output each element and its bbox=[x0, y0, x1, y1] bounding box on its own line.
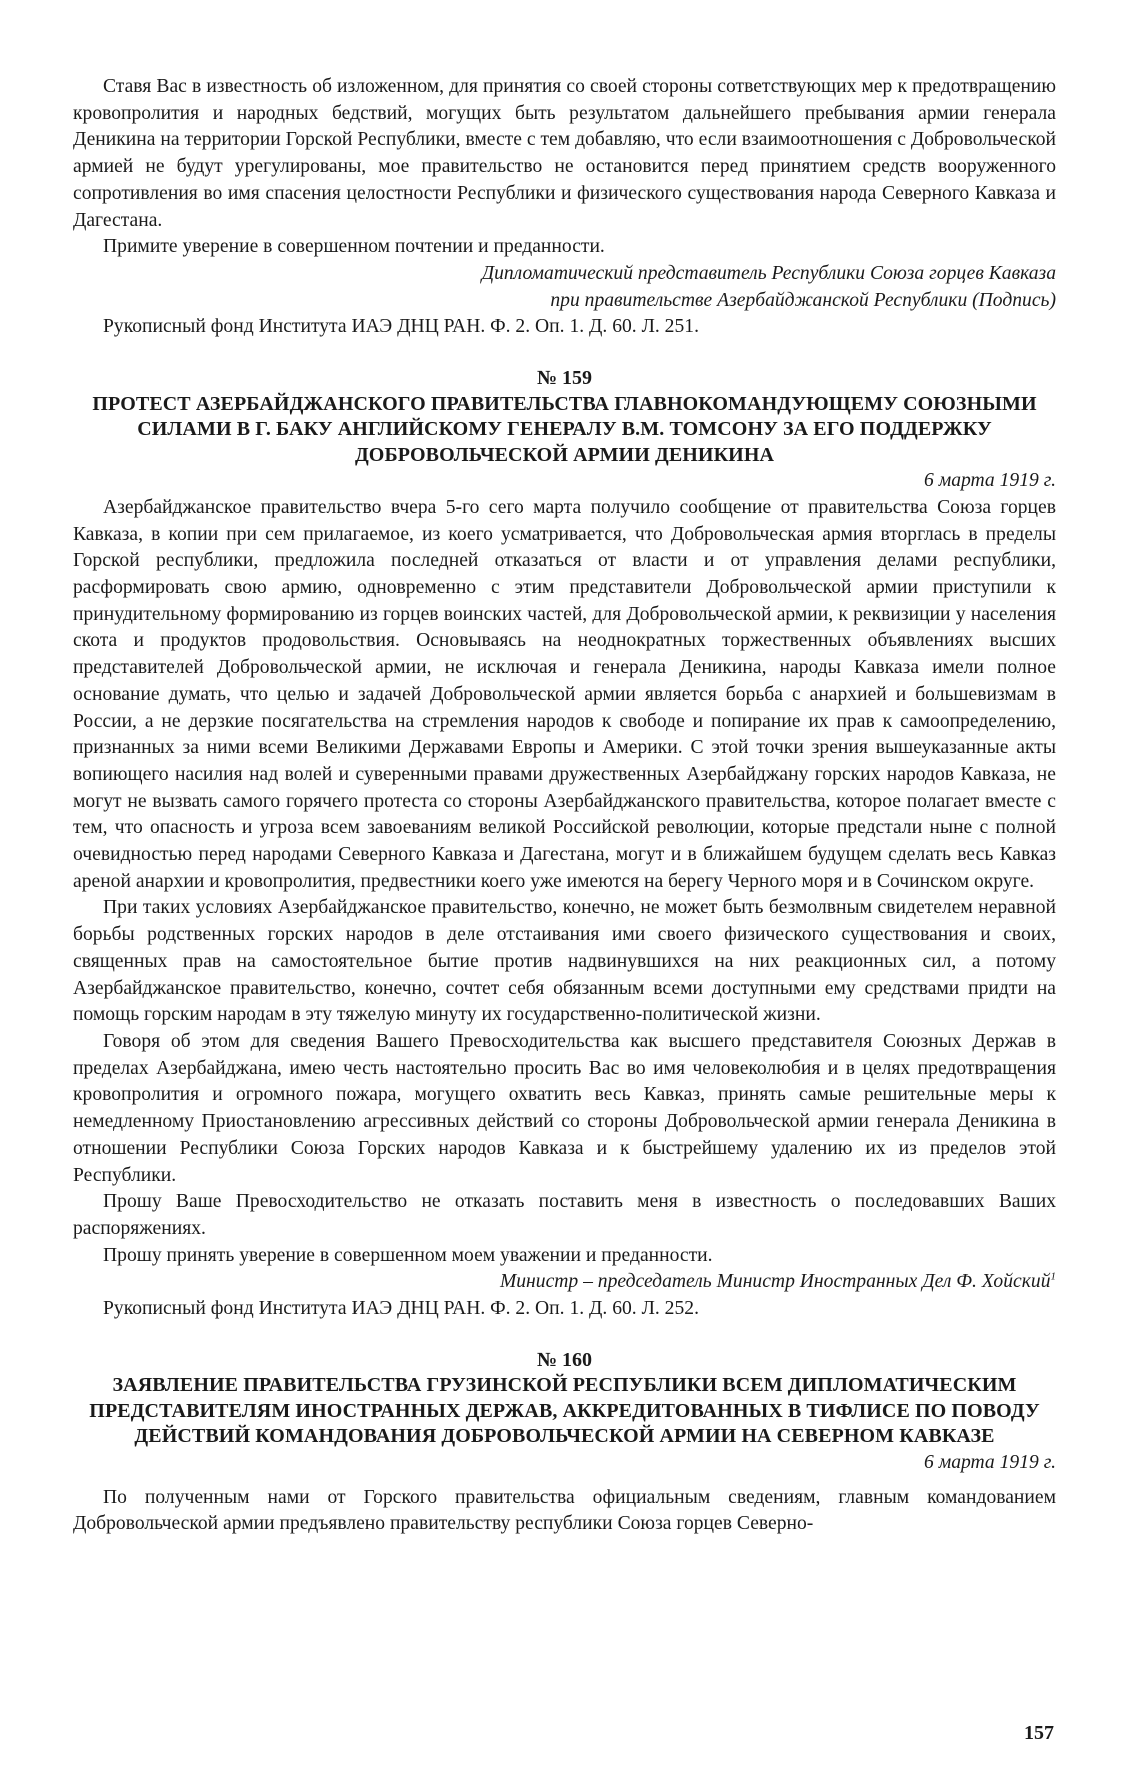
footnote-marker: 1 bbox=[1050, 1270, 1056, 1283]
text-column bbox=[73, 74, 1056, 1538]
archive-source: Рукописный фонд Института ИАЭ ДНЦ РАН. Ф. 2. Оп. 1. Д. 60. Л. 252. bbox=[103, 1298, 699, 1320]
document-number: № 160 bbox=[536, 1348, 593, 1371]
body-paragraph: Прошу Ваше Превосходительство не отказать поставить меня в известность о последовавших Ваших распоряжениях. bbox=[73, 1191, 1056, 1239]
body-paragraph: Говоря об этом для сведения Вашего Превосходительства как высшего представителя Союзных Держав в пределах Азербайджана, имею честь настоятельно просить Вас во имя человеколюбия и в целях предотвращения кровопролития и огромного пожара, могущего охватить весь Кавказ, принять самые решительные меры к немедленному Приостановлению агрессивных действий со стороны Добровольческой армии генерала Деникина в отношении Республики Союза Горских народов Кавказа и к быстрейшему удалению их из пределов этой Республики. bbox=[73, 1031, 1056, 1186]
document-number: № 159 bbox=[536, 367, 593, 390]
body-paragraph: Азербайджанское правительство вчера 5-го сего марта получило сообщение от правительства Союза горцев Кавказа, в копии при сем прилагаемое, из коего усматривается, что Добровольческая армия вторглась в пределы Горской республики, предложила последней отказаться от власти и от управления делами республики, расформировать свою армию, одновременно с этим представители Добровольческой армии приступили к принудительному формированию из горцев воинских частей, для Добровольческой армии, к реквизиции у населения скота и продуктов продовольствия. Основываясь на неоднократных торжественных объявлениях высших представителей Добровольческой армии, не исключая и генерала Деникина, народы Кавказа имели полное основание думать, что целью и задачей Добровольческой армии является борьба с анархией и большевизмам в России, а не дерзкие посягательства на стремления народов к свободе и попирание их прав к самоопределению, признанных за ними всеми Великими Державами Европы и Америки. С этой точки зрения вышеуказанные акты вопиющего насилия над волей и суверенными правами дружественных Азербайджану горских народов Кавказа, не могут не вызвать самого горячего протеста со стороны Азербайджанского правительства, которое полагает вместе с тем, что опасность и угроза всем завоеваниям великой Российской революции, которые предстали ныне с полной очевидностью перед народами Северного Кавказа и Дагестана, могут и в ближайшем будущем сделать весь Кавказ ареной анархии и кровопролития, предвестники коего уже имеются на берегу Черного моря и в Сочинском округе. bbox=[73, 496, 1056, 892]
document-date: 6 марта 1919 г. bbox=[924, 470, 1056, 492]
document-date: 6 марта 1919 г. bbox=[924, 1451, 1056, 1473]
body-paragraph: Прошу принять уверение в совершенном моем уважении и преданности. bbox=[103, 1244, 713, 1266]
archive-source: Рукописный фонд Института ИАЭ ДНЦ РАН. Ф. 2. Оп. 1. Д. 60. Л. 251. bbox=[103, 316, 699, 338]
body-paragraph: При таких условиях Азербайджанское правительство, конечно, не может быть безмолвным свидетелем неравной борьбы родственных горских народов в деле отстаивания ими своего физического существования и своих, священных прав на самостоятельное бытие против надвинувшихся на них реакционных сил, а потому Азербайджанское правительство, конечно, сочтет себя обязанным всеми доступными ему средствами придти на помощь горским народам в эту тяжелую минуту их государственно-политической жизни. bbox=[73, 897, 1056, 1026]
document-title: ЗАЯВЛЕНИЕ ПРАВИТЕЛЬСТВА ГРУЗИНСКОЙ РЕСПУБЛИКИ ВСЕМ ДИПЛОМАТИЧЕСКИМ ПРЕДСТАВИТЕЛЯМ ИНОСТРАННЫХ ДЕРЖАВ, АККРЕДИТОВАННЫХ В ТИФЛИСЕ ПО ПОВОДУ ДЕЙСТВИЙ КОМАНДОВАНИЯ ДОБРОВОЛЬЧЕСКОЙ АРМИИ НА СЕВЕРНОМ КАВКАЗЕ bbox=[89, 1374, 1040, 1448]
body-paragraph: По полученным нами от Горского правительства официальным сведениям, главным командованием Добровольческой армии предъявлено правительству республики Союза горцев Северно- bbox=[73, 1486, 1056, 1535]
signature-line bbox=[73, 1269, 1056, 1296]
document-title: ПРОТЕСТ АЗЕРБАЙДЖАНСКОГО ПРАВИТЕЛЬСТВА ГЛАВНОКОМАНДУЮЩЕМУ СОЮЗНЫМИ СИЛАМИ В Г. БАКУ АНГЛИЙСКОМУ ГЕНЕРАЛУ В.М. ТОМСОНУ ЗА ЕГО ПОДДЕРЖКУ ДОБРОВОЛЬЧЕСКОЙ АРМИИ ДЕНИКИНА bbox=[92, 392, 1037, 466]
signature-text: Министр – председатель Министр Иностранных Дел Ф. Хойский bbox=[499, 1271, 1051, 1293]
page-number: 157 bbox=[1024, 1722, 1054, 1745]
body-paragraph: Примите уверение в совершенном почтении и преданности. bbox=[103, 236, 605, 258]
signature-line: Дипломатический представитель Республики Союза горцев Кавказа bbox=[481, 262, 1056, 284]
signature-line: при правительстве Азербайджанской Республики (Подпись) bbox=[550, 289, 1056, 311]
body-paragraph: Ставя Вас в известность об изложенном, для принятия со своей стороны сответствующих мер к предотвращению кровопролития и народных бедствий, могущих быть результатом дальнейшего пребывания армии генерала Деникина на территории Горской Республики, вместе с тем добавляю, что если взаимоотношения с Добровольческой армией не будут урегулированы, мое правительство не остановится перед принятием средств вооруженного сопротивления во имя спасения целостности Республики и физического существования народа Северного Кавказа и Дагестана. bbox=[73, 76, 1056, 231]
